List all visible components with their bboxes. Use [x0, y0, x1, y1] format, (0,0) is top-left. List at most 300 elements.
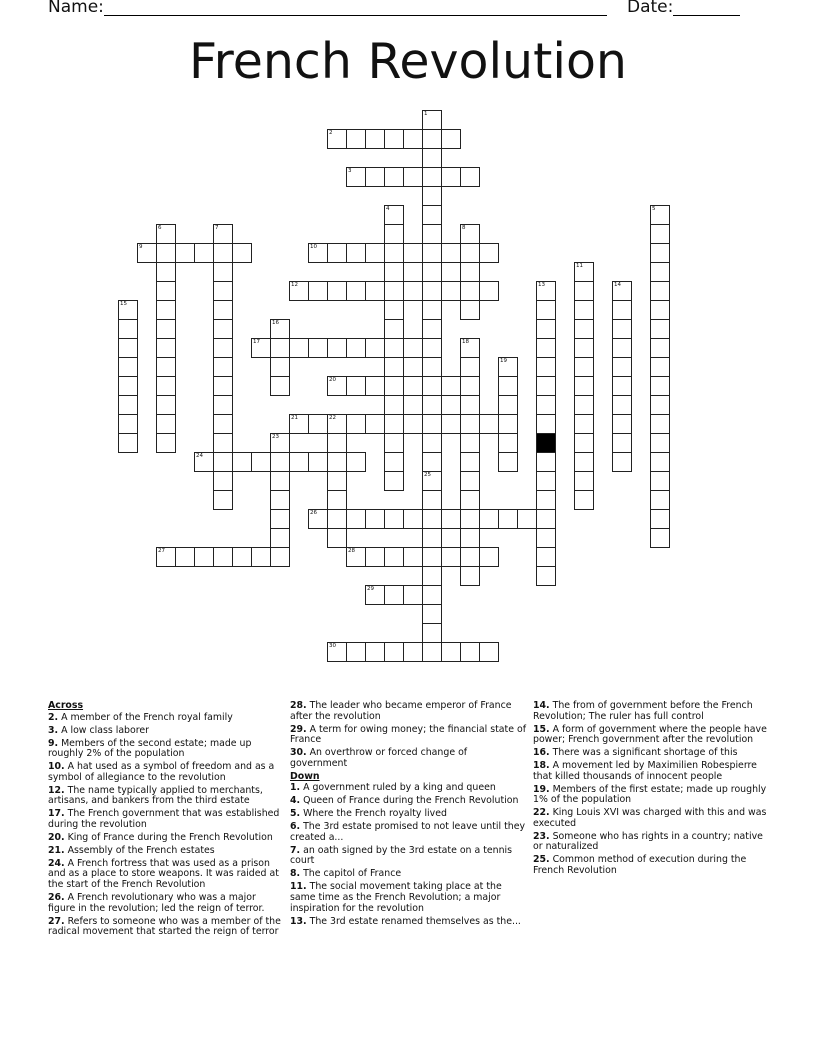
grid-cell[interactable]: [441, 414, 461, 434]
grid-cell[interactable]: [612, 395, 632, 415]
grid-cell[interactable]: [270, 319, 290, 339]
grid-cell[interactable]: [422, 205, 442, 225]
grid-cell[interactable]: [498, 509, 518, 529]
grid-cell[interactable]: [460, 433, 480, 453]
grid-cell[interactable]: [156, 433, 176, 453]
grid-cell[interactable]: [346, 243, 366, 263]
grid-cell[interactable]: [213, 395, 233, 415]
grid-cell[interactable]: [536, 471, 556, 491]
grid-cell[interactable]: [213, 281, 233, 301]
grid-cell[interactable]: [384, 167, 404, 187]
grid-cell[interactable]: [384, 281, 404, 301]
clue-number: 9: [139, 244, 143, 250]
grid-cell[interactable]: [460, 566, 480, 586]
grid-cell[interactable]: [574, 433, 594, 453]
grid-cell[interactable]: [289, 338, 309, 358]
grid-cell[interactable]: [213, 490, 233, 510]
grid-cell[interactable]: [232, 452, 252, 472]
clue-item: [48, 917, 284, 938]
grid-cell[interactable]: [574, 376, 594, 396]
grid-cell[interactable]: [612, 338, 632, 358]
grid-cell[interactable]: [384, 319, 404, 339]
grid-cell[interactable]: [194, 547, 214, 567]
clue-item-text: King of France during the French Revolution: [64, 831, 273, 843]
grid-cell[interactable]: [270, 338, 290, 358]
grid-cell[interactable]: [403, 414, 423, 434]
grid-cell[interactable]: [498, 395, 518, 415]
grid-cell[interactable]: [156, 281, 176, 301]
grid-cell[interactable]: [175, 547, 195, 567]
grid-cell[interactable]: [384, 433, 404, 453]
grid-cell[interactable]: [422, 585, 442, 605]
grid-cell[interactable]: [422, 471, 442, 491]
grid-cell[interactable]: [650, 281, 670, 301]
grid-cell[interactable]: [270, 490, 290, 510]
down-clue-list: [290, 783, 526, 927]
grid-cell[interactable]: [213, 471, 233, 491]
grid-cell[interactable]: [536, 566, 556, 586]
grid-cell[interactable]: [365, 585, 385, 605]
clue-item: [533, 725, 769, 746]
grid-cell[interactable]: [156, 547, 176, 567]
grid-cell[interactable]: [213, 262, 233, 282]
grid-cell[interactable]: [422, 110, 442, 130]
grid-cell[interactable]: [422, 528, 442, 548]
grid-cell[interactable]: [403, 642, 423, 662]
grid-cell[interactable]: [650, 243, 670, 263]
grid-cell[interactable]: [574, 395, 594, 415]
grid-cell[interactable]: [441, 129, 461, 149]
grid-cell[interactable]: [213, 414, 233, 434]
grid-cell[interactable]: [422, 129, 442, 149]
grid-cell[interactable]: [650, 528, 670, 548]
grid-cell[interactable]: [118, 357, 138, 377]
grid-cell[interactable]: [479, 414, 499, 434]
grid-cell[interactable]: [213, 224, 233, 244]
grid-cell[interactable]: [650, 490, 670, 510]
clue-number: 12: [291, 282, 298, 288]
grid-cell[interactable]: [156, 395, 176, 415]
grid-cell[interactable]: [460, 452, 480, 472]
grid-cell[interactable]: [422, 414, 442, 434]
grid-cell[interactable]: [384, 224, 404, 244]
grid-cell[interactable]: [422, 224, 442, 244]
grid-cell[interactable]: [422, 281, 442, 301]
grid-cell[interactable]: [346, 281, 366, 301]
grid-cell[interactable]: [213, 243, 233, 263]
grid-cell[interactable]: [536, 300, 556, 320]
grid-cell[interactable]: [650, 509, 670, 529]
grid-cell[interactable]: [536, 281, 556, 301]
grid-cell[interactable]: [384, 642, 404, 662]
clue-item-number: 18.: [533, 760, 550, 772]
grid-cell[interactable]: [213, 547, 233, 567]
grid-cell[interactable]: [422, 547, 442, 567]
grid-cell[interactable]: [327, 281, 347, 301]
clue-number: 17: [253, 339, 260, 345]
grid-cell[interactable]: [118, 319, 138, 339]
clue-item-text: A low class laborer: [58, 724, 150, 736]
grid-cell[interactable]: [327, 433, 347, 453]
grid-cell[interactable]: [441, 281, 461, 301]
grid-cell[interactable]: [270, 471, 290, 491]
grid-cell[interactable]: [403, 585, 423, 605]
grid-cell[interactable]: [346, 129, 366, 149]
grid-cell[interactable]: [650, 338, 670, 358]
grid-cell[interactable]: [650, 433, 670, 453]
grid-cell[interactable]: [251, 547, 271, 567]
grid-cell[interactable]: [574, 471, 594, 491]
grid-cell[interactable]: [441, 642, 461, 662]
grid-cell[interactable]: [460, 357, 480, 377]
grid-cell[interactable]: [460, 509, 480, 529]
grid-cell[interactable]: [403, 167, 423, 187]
clue-item-text: A member of the French royal family: [58, 711, 233, 723]
grid-cell[interactable]: [574, 357, 594, 377]
grid-cell[interactable]: [460, 281, 480, 301]
grid-cell[interactable]: [403, 338, 423, 358]
across-clue-list-continued: [290, 701, 526, 769]
grid-cell[interactable]: [536, 395, 556, 415]
grid-cell[interactable]: [118, 414, 138, 434]
grid-cell[interactable]: [422, 623, 442, 643]
grid-cell[interactable]: [384, 357, 404, 377]
grid-cell[interactable]: [536, 490, 556, 510]
grid-cell[interactable]: [441, 243, 461, 263]
grid-cell[interactable]: [118, 338, 138, 358]
grid-cell[interactable]: [213, 433, 233, 453]
clue-item-number: 12.: [48, 784, 65, 796]
clue-number: 6: [158, 225, 162, 231]
grid-cell[interactable]: [308, 509, 328, 529]
grid-cell[interactable]: [574, 414, 594, 434]
grid-cell[interactable]: [403, 376, 423, 396]
grid-cell[interactable]: [213, 452, 233, 472]
grid-cell[interactable]: [118, 376, 138, 396]
clue-item: [290, 701, 526, 722]
grid-cell[interactable]: [460, 642, 480, 662]
grid-cell[interactable]: [384, 452, 404, 472]
grid-cell[interactable]: [384, 414, 404, 434]
grid-cell[interactable]: [479, 509, 499, 529]
clue-item: [533, 761, 769, 782]
clue-item: [290, 846, 526, 867]
grid-cell[interactable]: [365, 129, 385, 149]
clue-item-number: 19.: [533, 783, 550, 795]
grid-cell[interactable]: [498, 376, 518, 396]
grid-cell[interactable]: [574, 281, 594, 301]
grid-cell[interactable]: [441, 547, 461, 567]
clue-item-number: 14.: [533, 700, 550, 711]
grid-cell[interactable]: [441, 167, 461, 187]
grid-cell[interactable]: [422, 357, 442, 377]
grid-cell[interactable]: [308, 281, 328, 301]
grid-cell[interactable]: [308, 338, 328, 358]
grid-cell[interactable]: [365, 376, 385, 396]
across-clue-list: [48, 713, 284, 938]
grid-cell[interactable]: [327, 528, 347, 548]
grid-cell[interactable]: [422, 433, 442, 453]
grid-cell[interactable]: [156, 376, 176, 396]
grid-cell[interactable]: [384, 585, 404, 605]
grid-cell[interactable]: [422, 376, 442, 396]
grid-cell[interactable]: [479, 642, 499, 662]
clue-number: 3: [348, 168, 352, 174]
grid-cell[interactable]: [422, 319, 442, 339]
grid-cell[interactable]: [460, 395, 480, 415]
grid-cell[interactable]: [384, 262, 404, 282]
clue-item: [533, 785, 769, 806]
grid-cell[interactable]: [346, 414, 366, 434]
grid-cell[interactable]: [384, 395, 404, 415]
grid-cell[interactable]: [346, 167, 366, 187]
grid-cell[interactable]: [422, 490, 442, 510]
grid-cell[interactable]: [650, 224, 670, 244]
grid-cell[interactable]: [574, 338, 594, 358]
grid-cell[interactable]: [422, 452, 442, 472]
grid-cell[interactable]: [308, 452, 328, 472]
grid-cell[interactable]: [194, 243, 214, 263]
grid-cell[interactable]: [289, 414, 309, 434]
grid-cell[interactable]: [365, 338, 385, 358]
grid-cell[interactable]: [365, 642, 385, 662]
grid-cell[interactable]: [346, 509, 366, 529]
grid-cell[interactable]: [384, 509, 404, 529]
grid-cell[interactable]: [156, 319, 176, 339]
grid-cell[interactable]: [346, 452, 366, 472]
grid-cell[interactable]: [270, 433, 290, 453]
grid-cell[interactable]: [612, 414, 632, 434]
grid-cell[interactable]: [156, 338, 176, 358]
grid-cell[interactable]: [498, 357, 518, 377]
grid-cell[interactable]: [384, 471, 404, 491]
clue-number: 27: [158, 548, 165, 554]
grid-cell[interactable]: [403, 129, 423, 149]
grid-cell[interactable]: [289, 452, 309, 472]
grid-cell[interactable]: [251, 452, 271, 472]
grid-cell[interactable]: [536, 338, 556, 358]
grid-cell[interactable]: [650, 262, 670, 282]
grid-cell[interactable]: [460, 167, 480, 187]
grid-cell[interactable]: [422, 642, 442, 662]
grid-cell[interactable]: [118, 300, 138, 320]
clue-item: [290, 725, 526, 746]
clue-item-number: 11.: [290, 881, 307, 893]
grid-cell[interactable]: [346, 338, 366, 358]
grid-cell[interactable]: [650, 319, 670, 339]
grid-cell[interactable]: [232, 243, 252, 263]
grid-cell[interactable]: [137, 243, 157, 263]
grid-cell[interactable]: [384, 205, 404, 225]
grid-cell[interactable]: [403, 281, 423, 301]
grid-cell[interactable]: [650, 205, 670, 225]
grid-cell[interactable]: [650, 414, 670, 434]
grid-cell[interactable]: [650, 357, 670, 377]
grid-cell[interactable]: [574, 262, 594, 282]
grid-cell[interactable]: [422, 395, 442, 415]
grid-cell[interactable]: [422, 148, 442, 168]
clue-item: [290, 882, 526, 914]
grid-cell[interactable]: [460, 262, 480, 282]
grid-cell[interactable]: [536, 509, 556, 529]
grid-cell[interactable]: [384, 243, 404, 263]
grid-cell[interactable]: [365, 167, 385, 187]
grid-cell[interactable]: [327, 414, 347, 434]
grid-cell[interactable]: [460, 243, 480, 263]
grid-cell[interactable]: [327, 452, 347, 472]
grid-cell[interactable]: [460, 414, 480, 434]
grid-cell[interactable]: [327, 471, 347, 491]
grid-cell[interactable]: [384, 547, 404, 567]
grid-cell[interactable]: [422, 509, 442, 529]
grid-cell[interactable]: [422, 262, 442, 282]
grid-cell[interactable]: [156, 357, 176, 377]
grid-cell[interactable]: [536, 452, 556, 472]
grid-cell[interactable]: [422, 186, 442, 206]
clue-item-text: The French government that was established during the revolution: [48, 808, 280, 830]
grid-cell[interactable]: [612, 357, 632, 377]
grid-cell[interactable]: [213, 338, 233, 358]
grid-cell[interactable]: [118, 433, 138, 453]
grid-cell[interactable]: [346, 376, 366, 396]
grid-cell[interactable]: [536, 357, 556, 377]
clue-number: 15: [120, 301, 127, 307]
grid-cell[interactable]: [118, 395, 138, 415]
grid-cell[interactable]: [365, 281, 385, 301]
grid-cell[interactable]: [270, 357, 290, 377]
grid-cell[interactable]: [460, 300, 480, 320]
grid-cell[interactable]: [650, 300, 670, 320]
grid-cell[interactable]: [365, 509, 385, 529]
grid-cell[interactable]: [612, 281, 632, 301]
grid-cell[interactable]: [346, 547, 366, 567]
clue-item: [533, 808, 769, 829]
grid-cell[interactable]: [270, 452, 290, 472]
grid-cell[interactable]: [460, 224, 480, 244]
grid-cell[interactable]: [460, 528, 480, 548]
grid-cell[interactable]: [612, 433, 632, 453]
clue-item-number: 16.: [533, 747, 550, 759]
clue-item-number: 3.: [48, 724, 59, 736]
grid-cell[interactable]: [327, 338, 347, 358]
grid-cell[interactable]: [289, 281, 309, 301]
grid-cell[interactable]: [251, 338, 271, 358]
grid-cell[interactable]: [612, 300, 632, 320]
grid-cell[interactable]: [479, 547, 499, 567]
grid-cell[interactable]: [574, 319, 594, 339]
grid-cell[interactable]: [422, 243, 442, 263]
grid-cell[interactable]: [308, 243, 328, 263]
grid-cell[interactable]: [612, 452, 632, 472]
grid-cell[interactable]: [270, 547, 290, 567]
grid-cell[interactable]: [422, 604, 442, 624]
grid-cell[interactable]: [422, 338, 442, 358]
grid-cell[interactable]: [308, 414, 328, 434]
grid-cell[interactable]: [650, 376, 670, 396]
grid-cell[interactable]: [612, 319, 632, 339]
grid-cell[interactable]: [270, 528, 290, 548]
grid-cell[interactable]: [327, 509, 347, 529]
grid-cell[interactable]: [460, 338, 480, 358]
grid-cell[interactable]: [479, 281, 499, 301]
grid-cell[interactable]: [441, 376, 461, 396]
grid-cell[interactable]: [270, 509, 290, 529]
grid-cell[interactable]: [365, 547, 385, 567]
grid-cell[interactable]: [175, 243, 195, 263]
grid-cell[interactable]: [156, 300, 176, 320]
clue-item: [290, 796, 526, 807]
grid-cell[interactable]: [327, 490, 347, 510]
grid-cell[interactable]: [536, 319, 556, 339]
clue-number: 28: [348, 548, 355, 554]
grid-cell[interactable]: [213, 319, 233, 339]
clue-number: 20: [329, 377, 336, 383]
grid-cell[interactable]: [650, 395, 670, 415]
grid-cell[interactable]: [612, 376, 632, 396]
grid-cell[interactable]: [213, 300, 233, 320]
grid-cell[interactable]: [650, 471, 670, 491]
grid-cell[interactable]: [327, 243, 347, 263]
grid-cell[interactable]: [384, 338, 404, 358]
grid-cell[interactable]: [156, 262, 176, 282]
grid-cell[interactable]: [194, 452, 214, 472]
grid-cell[interactable]: [346, 642, 366, 662]
grid-cell[interactable]: [460, 471, 480, 491]
grid-cell[interactable]: [384, 376, 404, 396]
grid-cell[interactable]: [327, 129, 347, 149]
grid-cell[interactable]: [365, 414, 385, 434]
grid-cell[interactable]: [574, 490, 594, 510]
grid-cell[interactable]: [403, 243, 423, 263]
grid-cell[interactable]: [460, 490, 480, 510]
grid-cell[interactable]: [650, 452, 670, 472]
grid-cell[interactable]: [460, 547, 480, 567]
grid-cell[interactable]: [384, 300, 404, 320]
grid-cell[interactable]: [156, 243, 176, 263]
grid-cell[interactable]: [327, 376, 347, 396]
grid-cell[interactable]: [479, 243, 499, 263]
grid-cell[interactable]: [365, 243, 385, 263]
grid-cell[interactable]: [460, 376, 480, 396]
grid-cell[interactable]: [574, 300, 594, 320]
grid-cell[interactable]: [574, 452, 594, 472]
grid-cell[interactable]: [422, 300, 442, 320]
grid-cell[interactable]: [156, 224, 176, 244]
grid-cell[interactable]: [498, 433, 518, 453]
clue-item-text: an oath signed by the 3rd estate on a tennis court: [290, 844, 513, 867]
grid-cell[interactable]: [536, 376, 556, 396]
grid-cell[interactable]: [384, 129, 404, 149]
grid-cell[interactable]: [536, 547, 556, 567]
grid-cell[interactable]: [156, 414, 176, 434]
grid-cell[interactable]: [536, 528, 556, 548]
grid-cell[interactable]: [422, 566, 442, 586]
grid-cell[interactable]: [270, 376, 290, 396]
grid-cell[interactable]: [213, 376, 233, 396]
grid-cell[interactable]: [498, 452, 518, 472]
grid-cell[interactable]: [403, 509, 423, 529]
grid-cell[interactable]: [213, 357, 233, 377]
grid-cell[interactable]: [422, 167, 442, 187]
grid-cell[interactable]: [232, 547, 252, 567]
grid-cell[interactable]: [498, 414, 518, 434]
grid-cell[interactable]: [517, 509, 537, 529]
grid-cell[interactable]: [441, 509, 461, 529]
grid-cell[interactable]: [403, 547, 423, 567]
grid-cell[interactable]: [327, 642, 347, 662]
grid-cell[interactable]: [536, 414, 556, 434]
clue-number: 26: [310, 510, 317, 516]
